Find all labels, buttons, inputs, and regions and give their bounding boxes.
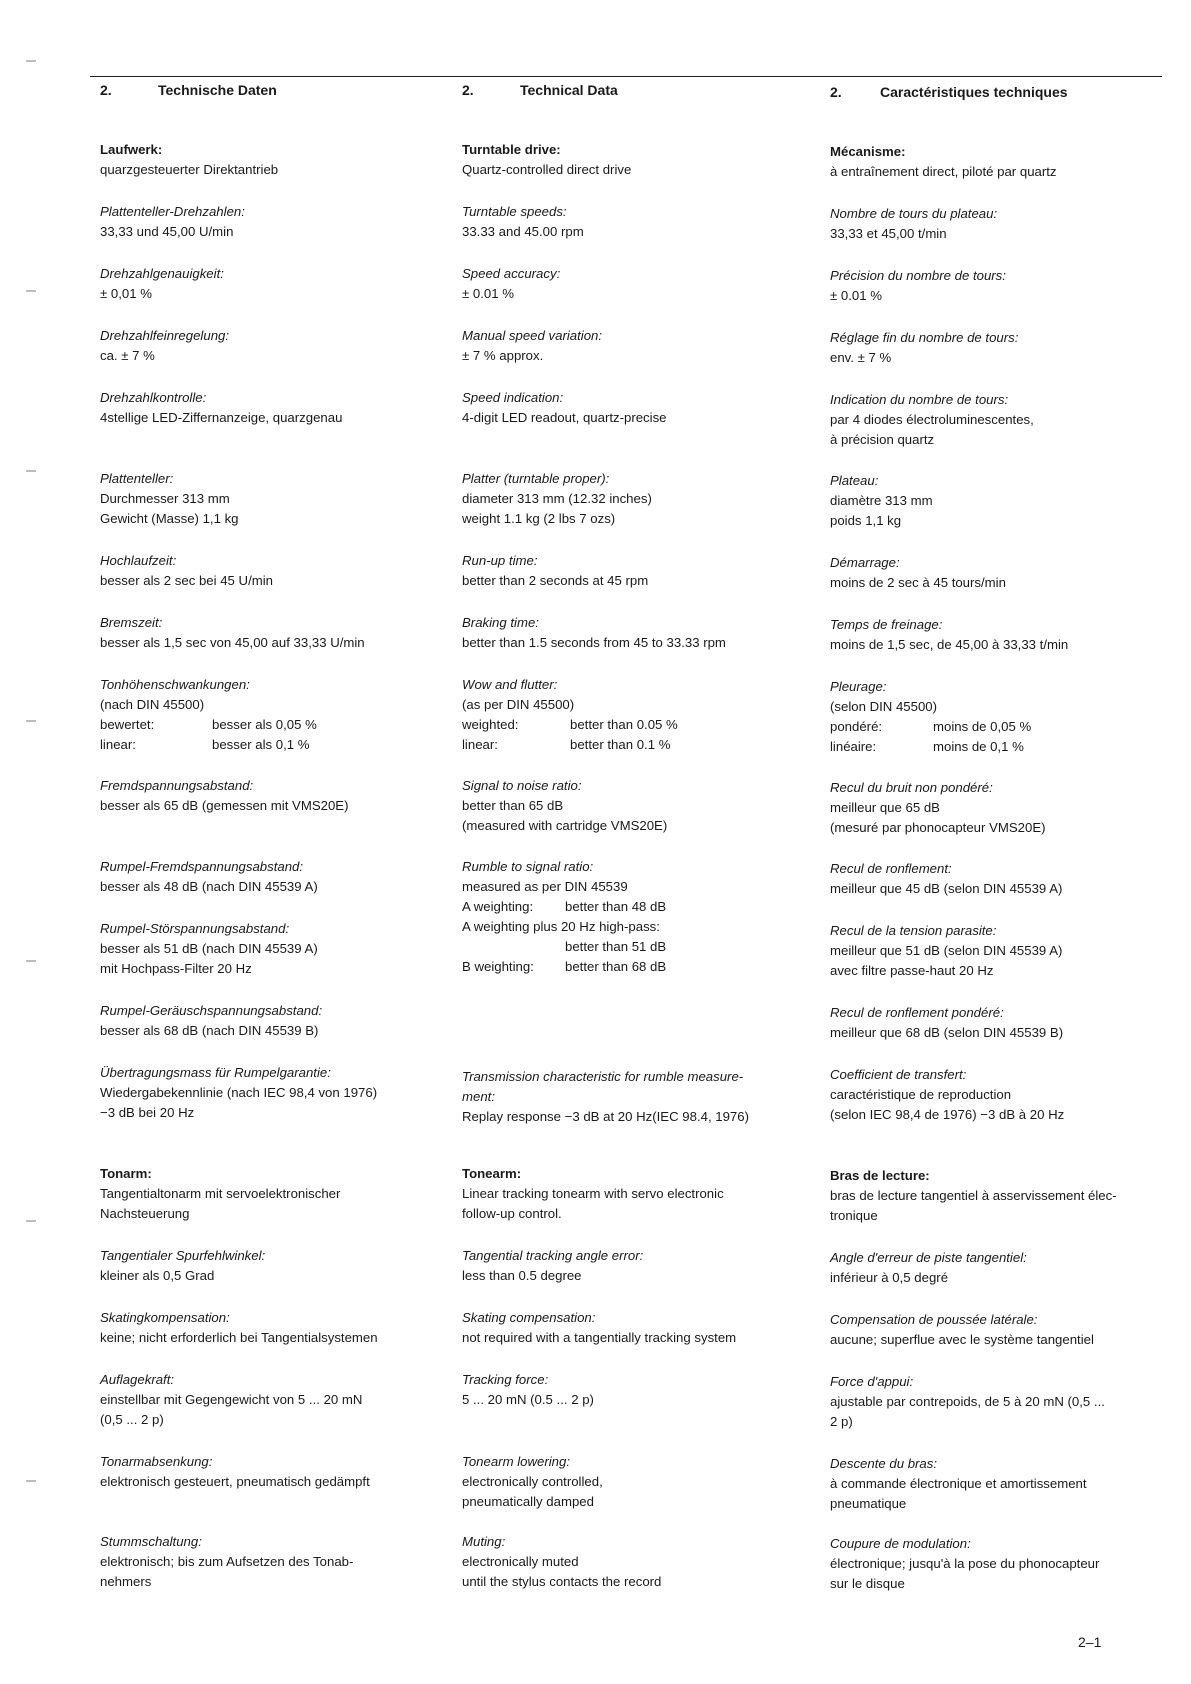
scan-artifact [26,720,36,722]
spec-value: moins de 0,05 % [933,719,1032,734]
spec-value: (nach DIN 45500) [100,697,205,712]
spec-value: ± 0,01 % [100,286,152,301]
spec-freinage [830,615,1170,655]
spec-platter [462,469,802,529]
spec-label: Coefficient de transfert: [830,1067,967,1082]
spec-value: aucune; superflue avec le système tangentiel [830,1332,1094,1347]
spec-label: Temps de freinage: [830,617,943,632]
spec-value: à précision quartz [830,432,935,447]
spec-label: Übertragungsmass für Rumpelgarantie: [100,1065,331,1080]
section-number: 2. [830,84,842,100]
spec-value: (measured with cartridge VMS20E) [462,818,668,833]
spec-value: ± 0.01 % [462,286,514,301]
spec-label: Skatingkompensation: [100,1310,230,1325]
spec-feinregelung [100,326,440,366]
spec-value: better than 0.1 % [570,737,671,752]
spec-value: follow-up control. [462,1206,562,1221]
spec-lowering [462,1452,802,1512]
spec-label: Speed indication: [462,390,564,405]
spec-value: (as per DIN 45500) [462,697,575,712]
spec-row [462,715,802,735]
spec-value: meilleur que 65 dB [830,800,940,815]
spec-bremszeit [100,613,440,653]
spec-value: einstellbar mit Gegengewicht von 5 ... 20 mN [100,1392,363,1407]
spec-value: not required with a tangentially tracking system [462,1330,737,1345]
scan-artifact [26,60,36,62]
spec-label: Bremszeit: [100,615,163,630]
spec-label: Plattenteller-Drehzahlen: [100,204,245,219]
spec-skating [462,1308,802,1348]
spec-value: measured as per DIN 45539 [462,879,628,894]
spec-label: Hochlaufzeit: [100,553,177,568]
spec-key: linéaire: [830,739,877,754]
spec-value: (selon IEC 98,4 de 1976) −3 dB à 20 Hz [830,1107,1065,1122]
spec-value: moins de 0,1 % [933,739,1024,754]
spec-reglage [830,328,1170,368]
spec-label: Indication du nombre de tours: [830,392,1009,407]
spec-label: Angle d'erreur de piste tangentiel: [830,1250,1027,1265]
spec-value: diamètre 313 mm [830,493,933,508]
spec-value: à commande électronique et amortissement [830,1476,1087,1491]
spec-value: better than 0.05 % [570,717,678,732]
spec-label: Drehzahlfeinregelung: [100,328,230,343]
spec-tours [830,204,1170,244]
spec-value: tronique [830,1208,878,1223]
spec-value: better than 2 seconds at 45 rpm [462,573,649,588]
spec-label: Recul de la tension parasite: [830,923,997,938]
spec-value: electronically controlled, [462,1474,603,1489]
spec-runup [462,551,802,591]
spec-value: mit Hochpass-Filter 20 Hz [100,961,252,976]
spec-pleurage [830,677,1170,757]
spec-value: better than 51 dB [565,939,667,954]
spec-value: Wiedergabekennlinie (nach IEC 98,4 von 1976) [100,1085,378,1100]
section-title: Caractéristiques techniques [880,84,1068,100]
spec-ronflement [830,859,1170,899]
spec-value: besser als 2 sec bei 45 U/min [100,573,273,588]
spec-label: Tonearm lowering: [462,1454,570,1469]
spec-plattenteller [100,469,440,529]
spec-value: nehmers [100,1574,152,1589]
spec-value: (selon DIN 45500) [830,699,938,714]
spec-spurfehl [100,1246,440,1286]
spec-bras [830,1166,1170,1226]
spec-value: Durchmesser 313 mm [100,491,230,506]
spec-value: sur le disque [830,1576,905,1591]
spec-label: Tracking force: [462,1372,549,1387]
spec-laufwerk [100,140,440,180]
spec-label: Laufwerk: [100,142,163,157]
spec-key: pondéré: [830,719,883,734]
spec-plateau [830,471,1170,531]
spec-compensation [830,1310,1170,1350]
spec-value: weight 1.1 kg (2 lbs 7 ozs) [462,511,616,526]
spec-label: Tangential tracking angle error: [462,1248,644,1263]
spec-key: bewertet: [100,717,155,732]
spec-tonhoehe [100,675,440,755]
spec-label: Tonarm: [100,1166,152,1181]
spec-label: Fremdspannungsabstand: [100,778,254,793]
spec-value: pneumatique [830,1496,907,1511]
scan-artifact [26,1480,36,1482]
spec-value: électronique; jusqu'à la pose du phonocapteur [830,1556,1100,1571]
spec-descente [830,1454,1170,1514]
spec-value: Tangentialtonarm mit servoelektronischer [100,1186,341,1201]
spec-value: A weighting plus 20 Hz high-pass: [462,919,660,934]
spec-value: poids 1,1 kg [830,513,902,528]
spec-value: 5 ... 20 mN (0.5 ... 2 p) [462,1392,594,1407]
spec-value: diameter 313 mm (12.32 inches) [462,491,652,506]
spec-fremd [100,776,440,816]
spec-label: Recul de ronflement: [830,861,952,876]
spec-label: Rumble to signal ratio: [462,859,594,874]
spec-label: Plateau: [830,473,879,488]
spec-value: besser als 1,5 sec von 45,00 auf 33,33 U/min [100,635,365,650]
spec-label: Recul de ronflement pondéré: [830,1005,1004,1020]
spec-force [462,1370,802,1410]
spec-label: Démarrage: [830,555,900,570]
spec-label: Compensation de poussée latérale: [830,1312,1038,1327]
spec-row [462,957,802,977]
spec-value: ± 0.01 % [830,288,882,303]
page-number: 2–1 [1078,1634,1102,1650]
spec-parasite [830,921,1170,981]
spec-angle [462,1246,802,1286]
spec-indication [462,388,802,428]
spec-value: meilleur que 45 dB (selon DIN 45539 A) [830,881,1063,896]
spec-label: Recul du bruit non pondéré: [830,780,993,795]
spec-value: moins de 1,5 sec, de 45,00 à 33,33 t/min [830,637,1069,652]
spec-braking [462,613,802,653]
spec-rumpel-stoer [100,919,440,979]
spec-value: besser als 0,1 % [212,737,310,752]
spec-uebertragung [100,1063,440,1123]
spec-demarrage [830,553,1170,593]
spec-precision [830,266,1170,306]
spec-label: Nombre de tours du plateau: [830,206,998,221]
spec-label: Muting: [462,1534,506,1549]
spec-mecanisme [830,142,1170,182]
spec-value: (0,5 ... 2 p) [100,1412,164,1427]
spec-row [100,715,440,735]
spec-accuracy [462,264,802,304]
spec-value: electronically muted [462,1554,579,1569]
scan-artifact [26,290,36,292]
spec-value: besser als 65 dB (gemessen mit VMS20E) [100,798,349,813]
spec-label: Drehzahlkontrolle: [100,390,207,405]
column-german [100,80,440,1589]
spec-label: Skating compensation: [462,1310,596,1325]
spec-rumble [462,857,802,977]
spec-skating [100,1308,440,1348]
spec-label: Tangentialer Spurfehlwinkel: [100,1248,266,1263]
spec-label: Run-up time: [462,553,538,568]
section-title: Technische Daten [158,82,277,98]
scan-artifact [26,1220,36,1222]
spec-rumpel-geraeusch [100,1001,440,1041]
spec-ronflement-pondere [830,1003,1170,1043]
spec-indication [830,390,1170,450]
spec-rumpel-fremd [100,857,440,897]
spec-value: env. ± 7 % [830,350,892,365]
spec-label: Transmission characteristic for rumble measure- [462,1069,744,1084]
spec-speeds [462,202,802,242]
spec-value: better than 65 dB [462,798,564,813]
spec-label: Précision du nombre de tours: [830,268,1006,283]
spec-value: Gewicht (Masse) 1,1 kg [100,511,239,526]
spec-coupure [830,1534,1170,1594]
spec-label: Rumpel-Störspannungsabstand: [100,921,290,936]
spec-value: 4-digit LED readout, quartz-precise [462,410,667,425]
spec-label: Plattenteller: [100,471,174,486]
spec-drehzahlen [100,202,440,242]
spec-value: Replay response −3 dB at 20 Hz(IEC 98.4, 1976) [462,1109,749,1124]
spec-key: A weighting: [462,899,534,914]
spec-value: 2 p) [830,1414,853,1429]
spec-tonearm [462,1164,802,1224]
spec-label: Platter (turntable proper): [462,471,610,486]
spec-row [830,737,1170,757]
spec-auflage [100,1370,440,1430]
section-heading [830,82,1170,102]
spec-value: à entraînement direct, piloté par quartz [830,164,1057,179]
spec-label: Tonearm: [462,1166,522,1181]
spec-value: Quartz-controlled direct drive [462,162,632,177]
section-number: 2. [100,82,112,98]
spec-value: 4stellige LED-Ziffernanzeige, quarzgenau [100,410,343,425]
column-french [830,80,1170,1591]
spec-value: ajustable par contrepoids, de 5 à 20 mN (0,5 ... [830,1394,1105,1409]
spec-label: Signal to noise ratio: [462,778,582,793]
spec-label: Auflagekraft: [100,1372,175,1387]
header-rule [90,76,1162,77]
spec-value: meilleur que 51 dB (selon DIN 45539 A) [830,943,1063,958]
spec-value: elektronisch gesteuert, pneumatisch gedämpft [100,1474,370,1489]
spec-value: 33.33 and 45.00 rpm [462,224,584,239]
scan-artifact [26,960,36,962]
spec-value: Nachsteuerung [100,1206,190,1221]
spec-value: until the stylus contacts the record [462,1574,662,1589]
scan-artifact [26,470,36,472]
spec-label: Pleurage: [830,679,887,694]
spec-appui [830,1372,1170,1432]
spec-transfert [830,1065,1170,1125]
spec-label: Rumpel-Geräuschspannungsabstand: [100,1003,323,1018]
spec-label: Bras de lecture: [830,1168,930,1183]
spec-bruit [830,778,1170,838]
section-heading [462,80,802,100]
spec-value: 33,33 et 45,00 t/min [830,226,947,241]
spec-value: bras de lecture tangentiel à asservissement élec- [830,1188,1117,1203]
spec-hochlauf [100,551,440,591]
spec-label: Braking time: [462,615,539,630]
spec-transmission [462,1067,802,1127]
spec-value: ± 7 % approx. [462,348,544,363]
spec-value: elektronisch; bis zum Aufsetzen des Tonab- [100,1554,354,1569]
spec-label: Mécanisme: [830,144,906,159]
spec-stumm [100,1532,440,1592]
spec-value: better than 1.5 seconds from 45 to 33.33 rpm [462,635,726,650]
spec-value: 33,33 und 45,00 U/min [100,224,234,239]
spec-drive [462,140,802,180]
spec-row [462,897,802,917]
spec-muting [462,1532,802,1592]
spec-value: better than 48 dB [565,899,667,914]
spec-label: Drehzahlgenauigkeit: [100,266,224,281]
spec-absenkung [100,1452,440,1492]
spec-label: Tonhöhenschwankungen: [100,677,250,692]
spec-label: Turntable drive: [462,142,561,157]
section-heading [100,80,440,100]
spec-value: kleiner als 0,5 Grad [100,1268,215,1283]
spec-value: −3 dB bei 20 Hz [100,1105,195,1120]
spec-label: ment: [462,1089,495,1104]
spec-genauigkeit [100,264,440,304]
spec-value: besser als 51 dB (nach DIN 45539 A) [100,941,318,956]
spec-key: B weighting: [462,959,534,974]
spec-label: Tonarmabsenkung: [100,1454,213,1469]
spec-key: linear: [100,737,136,752]
spec-value: quarzgesteuerter Direktantrieb [100,162,279,177]
spec-value: pneumatically damped [462,1494,594,1509]
spec-value: less than 0.5 degree [462,1268,582,1283]
spec-value: Linear tracking tonearm with servo electronic [462,1186,724,1201]
spec-label: Turntable speeds: [462,204,567,219]
spec-label: Stummschaltung: [100,1534,202,1549]
spec-value: (mesuré par phonocapteur VMS20E) [830,820,1046,835]
spec-label: Descente du bras: [830,1456,938,1471]
spec-value: besser als 48 dB (nach DIN 45539 A) [100,879,318,894]
spec-manual [462,326,802,366]
spec-row [462,735,802,755]
spec-value: keine; nicht erforderlich bei Tangentialsystemen [100,1330,378,1345]
spec-value: ca. ± 7 % [100,348,155,363]
spec-value: inférieur à 0,5 degré [830,1270,949,1285]
spec-value: better than 68 dB [565,959,667,974]
spec-row [100,735,440,755]
spec-angle [830,1248,1170,1288]
spec-label: Wow and flutter: [462,677,558,692]
spec-value: meilleur que 68 dB (selon DIN 45539 B) [830,1025,1064,1040]
spec-value: besser als 0,05 % [212,717,317,732]
section-title: Technical Data [520,82,618,98]
spec-row [830,717,1170,737]
spec-label: Réglage fin du nombre de tours: [830,330,1019,345]
column-english [462,80,802,1589]
spec-tonarm [100,1164,440,1224]
spec-value: par 4 diodes électroluminescentes, [830,412,1034,427]
spec-label: Speed accuracy: [462,266,561,281]
spec-key: linear: [462,737,498,752]
spec-label: Coupure de modulation: [830,1536,971,1551]
spec-snr [462,776,802,836]
spec-value: caractéristique de reproduction [830,1087,1012,1102]
spec-label: Manual speed variation: [462,328,603,343]
section-number: 2. [462,82,474,98]
spec-wow [462,675,802,755]
spec-label: Force d'appui: [830,1374,914,1389]
spec-value: avec filtre passe-haut 20 Hz [830,963,994,978]
spec-kontrolle [100,388,440,428]
spec-key: weighted: [462,717,519,732]
spec-label: Rumpel-Fremdspannungsabstand: [100,859,304,874]
spec-value: besser als 68 dB (nach DIN 45539 B) [100,1023,319,1038]
spec-value: moins de 2 sec à 45 tours/min [830,575,1006,590]
